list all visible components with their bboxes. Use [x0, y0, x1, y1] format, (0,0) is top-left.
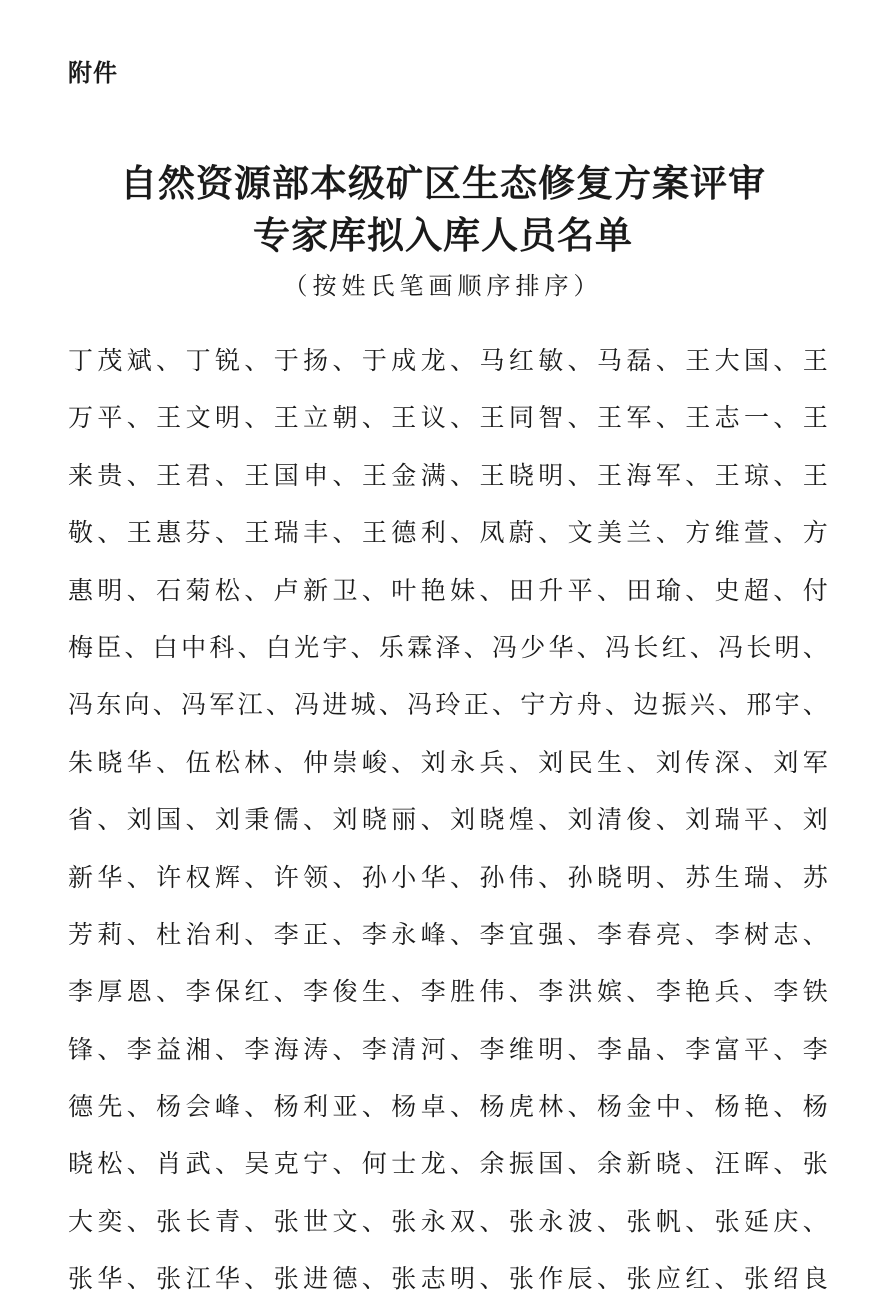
name-line: 万 平 、 王 文 明 、 王 立 朝 、 王 议 、 王 同 智 、 王 军 、 王 志 一 、 王 [68, 403, 828, 433]
name-list [68, 336, 828, 1312]
name-line: 新 华 、 许 权 辉 、 许 领 、 孙 小 华 、 孙 伟 、 孙 晓 明 、 苏 生 瑞 、 苏 [68, 862, 828, 892]
name-line: 敬 、 王 惠 芬 、 王 瑞 丰 、 王 德 利 、 凤 蔚 、 文 美 兰 、 方 维 萱 、 方 [68, 518, 828, 548]
name-line: 丁 茂 斌 、 丁 锐 、 于 扬 、 于 成 龙 、 马 红 敏 、 马 磊 、 王 大 国 、 王 [68, 346, 828, 375]
name-line: 李 厚 恩 、 李 保 红 、 李 俊 生 、 李 胜 伟 、 李 洪 嫔 、 李 艳 兵 、 李 铁 [68, 977, 828, 1007]
document-subtitle: （按姓氏笔画顺序排序） [283, 272, 603, 300]
name-line: 芳 莉 、 杜 治 利 、 李 正 、 李 永 峰 、 李 宜 强 、 李 春 亮 、 李 树 志 、 [68, 919, 828, 949]
attachment-label: 附件 [68, 59, 118, 87]
name-line: 梅 臣 、 白 中 科 、 白 光 宇 、 乐 霖 泽 、 冯 少 华 、 冯 长 红 、 冯 长 明 、 [68, 632, 828, 662]
name-line: 晓 松 、 肖 武 、 吴 克 宁 、 何 士 龙 、 余 振 国 、 余 新 晓 、 汪 晖 、 张 [68, 1149, 828, 1179]
name-line: 张 华 、 张 江 华 、 张 进 德 、 张 志 明 、 张 作 辰 、 张 应 红 、 张 绍 良 [68, 1264, 828, 1294]
document-title-line-1: 自然资源部本级矿区生态修复方案评审 [120, 162, 766, 205]
name-line: 大 奕 、 张 长 青 、 张 世 文 、 张 永 双 、 张 永 波 、 张 帆 、 张 延 庆 、 [68, 1206, 828, 1236]
name-line: 省 、 刘 国 、 刘 秉 儒 、 刘 晓 丽 、 刘 晓 煌 、 刘 清 俊 、 刘 瑞 平 、 刘 [68, 805, 828, 835]
name-line: 来 贵 、 王 君 、 王 国 申 、 王 金 满 、 王 晓 明 、 王 海 军 、 王 琼 、 王 [68, 460, 828, 490]
name-line: 德 先 、 杨 会 峰 、 杨 利 亚 、 杨 卓 、 杨 虎 林 、 杨 金 中 、 杨 艳 、 杨 [68, 1092, 828, 1122]
document-title-line-2: 专家库拟入库人员名单 [253, 214, 633, 257]
name-line: 冯 东 向 、 冯 军 江 、 冯 进 城 、 冯 玲 正 、 宁 方 舟 、 边 振 兴 、 邢 宇 、 [68, 690, 828, 720]
name-line: 锋 、 李 益 湘 、 李 海 涛 、 李 清 河 、 李 维 明 、 李 晶 、 李 富 平 、 李 [68, 1034, 828, 1064]
name-line: 惠 明 、 石 菊 松 、 卢 新 卫 、 叶 艳 妹 、 田 升 平 、 田 瑜 、 史 超 、 付 [68, 575, 828, 605]
name-line: 朱 晓 华 、 伍 松 林 、 仲 崇 峻 、 刘 永 兵 、 刘 民 生 、 刘 传 深 、 刘 军 [68, 747, 828, 777]
